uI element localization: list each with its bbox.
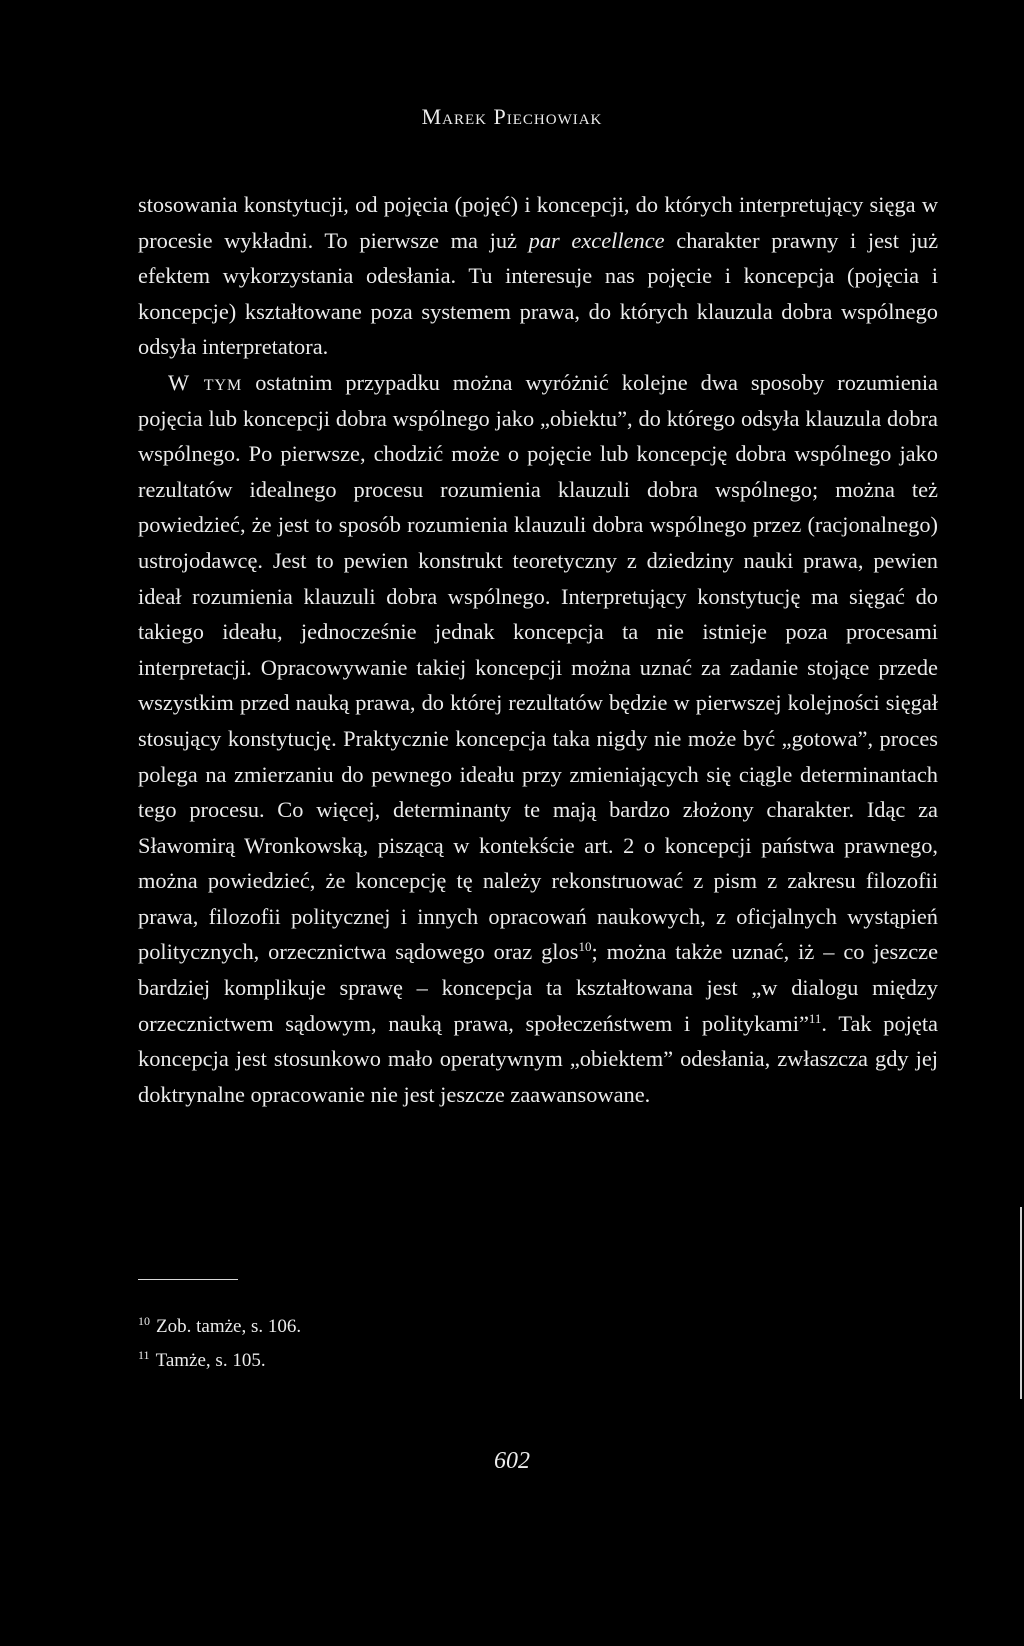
page-number: 602 (494, 1448, 530, 1474)
body-text (138, 187, 938, 1112)
footnote-text: Tamże, s. 105. (155, 1350, 266, 1371)
paragraph-2-text-b: ; można także uznać, iż – co jeszcze bardziej komplikuje sprawę – koncepcja ta kształtowana jest „w dialogu między orzecznictwem sądowym, nauką prawa, społeczeństwem i politykami” (138, 939, 939, 1036)
footnotes (138, 1312, 638, 1380)
paragraph-2-smallcaps-lead: W tym (168, 369, 243, 395)
footnote-number: 10 (138, 1314, 150, 1328)
paragraph-1-text-b: charakter prawny i jest już efektem wykorzystania odesłania. Tu interesuje nas pojęcie i koncepcja (pojęcia i koncepcje) kształtowane poza systemem prawa, do których klauzula dobra wspólnego odsyła interpretatora. (138, 227, 939, 360)
paragraph-1 (138, 187, 938, 365)
footnote-10 (138, 1312, 638, 1342)
paragraph-1-text-a: stosowania konstytucji, od pojęcia (pojęć) i koncepcji, do których interpretujący sięga w procesie wykładni. To pierwsze ma już (138, 192, 938, 253)
latin-phrase: par excellence (528, 227, 665, 253)
paragraph-2-text-a: ostatnim przypadku można wyróżnić kolejne dwa sposoby rozumienia pojęcia lub koncepcji dobra wspólnego jako „obiektu”, do którego odsyła klauzula dobra wspólnego. Po pierwsze, chodzić może o pojęcie lub koncepcję dobra wspólnego jako rezultatów idealnego procesu rozumienia klauzuli dobra wspólnego; można też powiedzieć, że jest to sposób rozumienia klauzuli dobra wspólnego przez (racjonalnego) ustrojodawcę. Jest to pewien konstrukt teoretyczny z dziedziny nauki prawa, pewien ideał rozumienia klauzuli dobra wspólnego. Interpretujący konstytucję ma sięgać do takiego ideału, jednocześnie jednak koncepcja ta nie istnieje poza procesami interpretacji. Opracowywanie takiej koncepcji można uznać za zadanie stojące przede wszystkim przed nauką prawa, do której rezultatów będzie w pierwszej kolejności sięgał stosujący konstytucję. Praktycznie koncepcja taka nigdy nie może być „gotowa”, proces polega na zmierzaniu do pewnego ideału przy zmieniających się ciągle determinantach tego procesu. Co więcej, determinanty te mają bardzo złożony charakter. Idąc za Sławomirą Wronkowską, piszącą w kontekście art. 2 o koncepcji państwa prawnego, można powiedzieć, że koncepcję tę należy rekonstruować z pism z zakresu filozofii prawa, filozofii politycznej i innych opracowań naukowych, z oficjalnych wystąpień politycznych, orzecznictwa sądowego oraz glos (138, 369, 938, 965)
paragraph-2-text-c: . Tak pojęta koncepcja jest stosunkowo mało operatywnym „obiektem” odesłania, zwłaszcza gdy jej doktrynalne opracowanie nie jest jeszcze zaawansowane. (138, 1010, 938, 1107)
footnote-11 (138, 1346, 638, 1376)
footnote-number: 11 (138, 1348, 150, 1362)
footnote-separator-rule (138, 1279, 238, 1280)
paragraph-2 (138, 365, 938, 1112)
footnote-ref-10: 10 (578, 939, 592, 955)
footnote-text: Zob. tamże, s. 106. (156, 1316, 302, 1337)
footnote-ref-11: 11 (808, 1010, 822, 1026)
margin-edge-line (1020, 1207, 1022, 1399)
running-head-author: Marek Piechowiak (421, 104, 603, 129)
